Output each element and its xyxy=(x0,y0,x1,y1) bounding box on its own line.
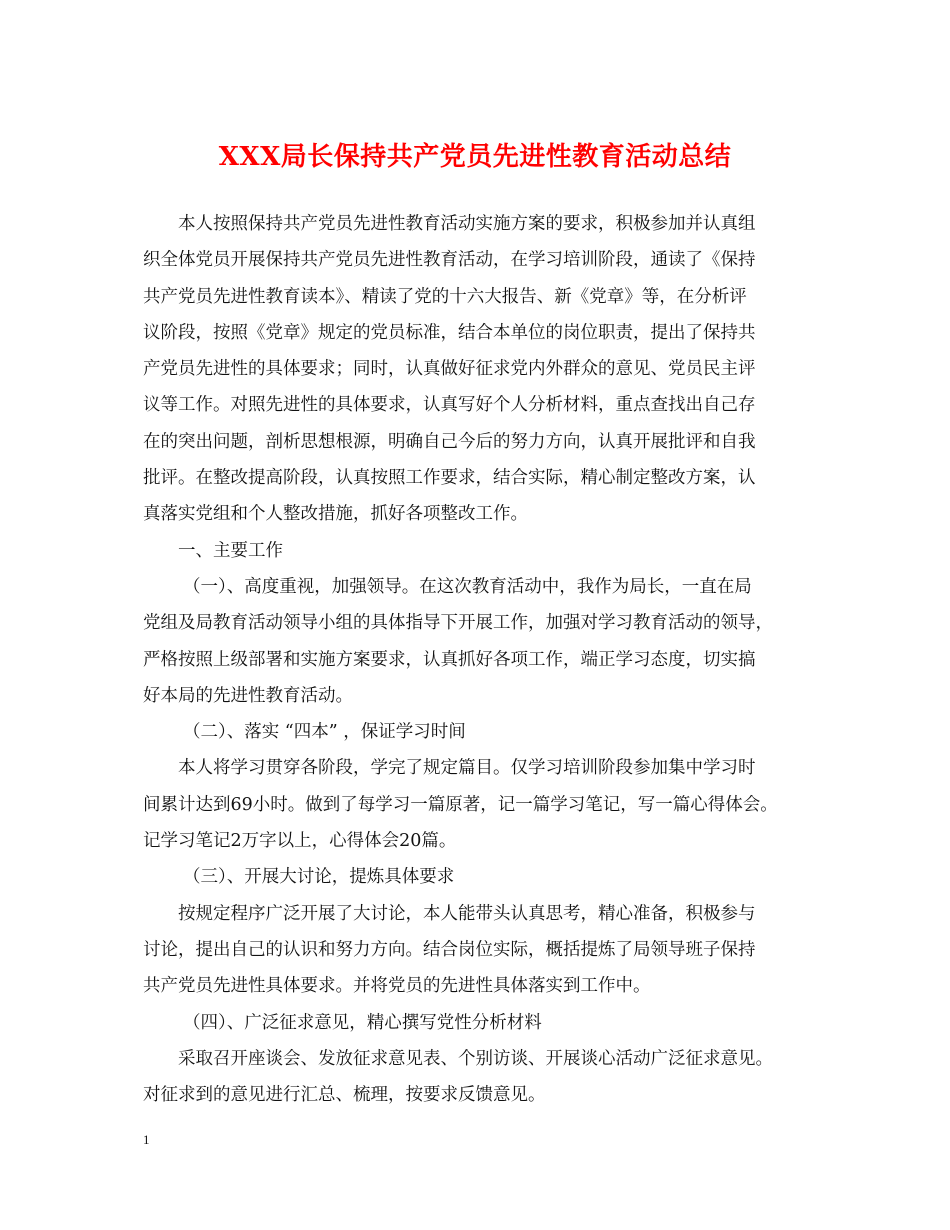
document-body xyxy=(143,206,815,1113)
text-line: 间累计达到69小时。做到了每学习一篇原著，记一篇学习笔记，写一篇心得体会。 xyxy=(143,794,778,815)
text-line: （四）、广泛征求意见，精心撰写党性分析材料 xyxy=(183,1012,542,1033)
text-line: 议等工作。对照先进性的具体要求，认真写好个人分析材料，重点查找出自己存 xyxy=(143,395,756,416)
text-line: 批评。在整改提高阶段，认真按照工作要求，结合实际，精心制定整改方案，认 xyxy=(143,468,756,489)
page-number: 1 xyxy=(143,1132,150,1147)
text-line: （三）、开展大讨论，提炼具体要求 xyxy=(183,867,455,888)
text-line: 记学习笔记2万字以上，心得体会20篇。 xyxy=(143,831,457,852)
text-line: 本人将学习贯穿各阶段，学完了规定篇目。仅学习培训阶段参加集中学习时 xyxy=(178,758,756,779)
text-line: 一、主要工作 xyxy=(178,540,283,561)
text-line: 讨论，提出自己的认识和努力方向。结合岗位实际，概括提炼了局领导班子保持 xyxy=(143,939,756,960)
text-line: （一）、高度重视，加强领导。在这次教育活动中，我作为局长，一直在局 xyxy=(183,576,752,597)
text-line: 产党员先进性的具体要求；同时，认真做好征求党内外群众的意见、党员民主评 xyxy=(143,359,756,380)
text-line: 好本局的先进性教育活动。 xyxy=(143,685,353,706)
document-title: XXX局长保持共产党员先进性教育活动总结 xyxy=(218,142,732,172)
text-line: 共产党员先进性具体要求。并将党员的先进性具体落实到工作中。 xyxy=(143,976,651,997)
text-line: 织全体党员开展保持共产党员先进性教育活动，在学习培训阶段，通读了《保持 xyxy=(143,250,756,271)
text-line: 在的突出问题，剖析思想根源，明确自己今后的努力方向，认真开展批评和自我 xyxy=(143,431,756,452)
text-line: （二）、落实 “四本” ，保证学习时间 xyxy=(183,722,466,743)
text-line: 对征求到的意见进行汇总、梳理，按要求反馈意见。 xyxy=(143,1085,546,1106)
text-line: 本人按照保持共产党员先进性教育活动实施方案的要求，积极参加并认真组 xyxy=(178,214,756,234)
text-line: 党组及局教育活动领导小组的具体指导下开展工作，加强对学习教育活动的领导， xyxy=(143,613,773,634)
text-line: 议阶段，按照《党章》规定的党员标准，结合本单位的岗位职责，提出了保持共 xyxy=(143,322,756,343)
text-line: 真落实党组和个人整改措施，抓好各项整改工作。 xyxy=(143,504,528,525)
text-line: 采取召开座谈会、发放征求意见表、个别访谈、开展谈心活动广泛征求意见。 xyxy=(178,1048,773,1069)
text-line: 共产党员先进性教育读本》、精读了党的十六大报告、新《党章》等，在分析评 xyxy=(143,286,747,307)
text-line: 按规定程序广泛开展了大讨论，本人能带头认真思考，精心准备，积极参与 xyxy=(178,903,756,924)
text-line: 严格按照上级部署和实施方案要求，认真抓好各项工作，端正学习态度，切实搞 xyxy=(143,649,756,670)
